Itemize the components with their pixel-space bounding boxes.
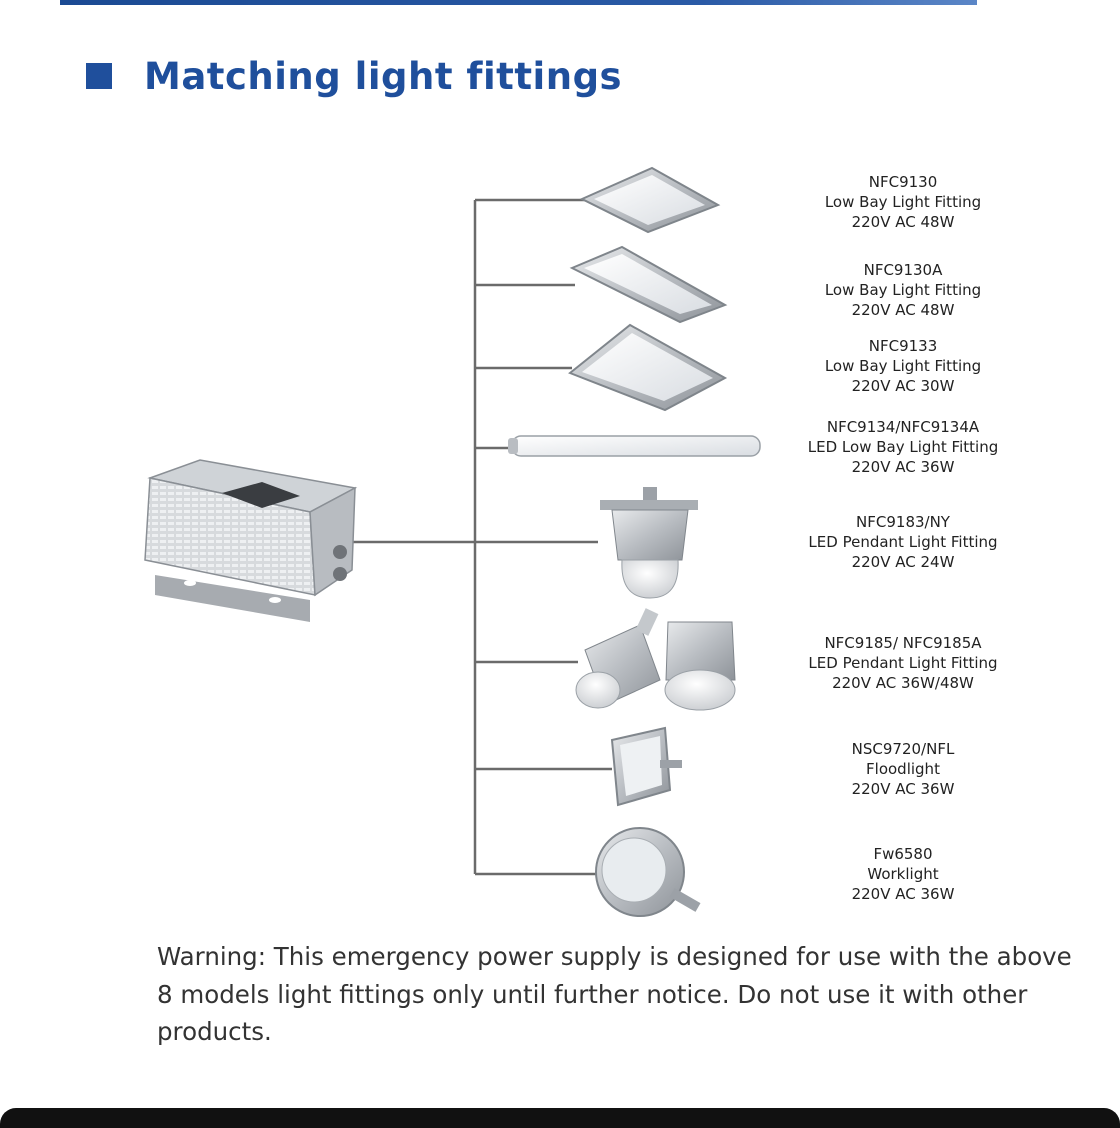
fitting-spec: 220V AC 30W xyxy=(851,377,955,395)
fitting-image-fw6580 xyxy=(596,828,700,916)
fitting-spec: 220V AC 48W xyxy=(851,213,955,231)
fitting-label-nsc9720 xyxy=(773,739,1033,799)
fitting-type: Low Bay Light Fitting xyxy=(824,281,982,299)
fitting-model: NFC9185/ NFC9185A xyxy=(824,634,982,652)
fitting-image-nfc9133 xyxy=(570,325,725,410)
fitting-spec: 220V AC 24W xyxy=(851,553,955,571)
emergency-power-supply-image xyxy=(145,460,355,622)
fitting-label-nfc9133 xyxy=(773,336,1033,396)
fitting-spec: 220V AC 36W xyxy=(851,458,955,476)
fitting-image-nfc9130 xyxy=(582,168,718,232)
fitting-type: Low Bay Light Fitting xyxy=(824,357,982,375)
page-title: Matching light fittings xyxy=(144,54,623,98)
fitting-model: NFC9133 xyxy=(868,337,938,355)
fitting-spec: 220V AC 36W xyxy=(851,885,955,903)
fitting-label-nfc9183 xyxy=(773,512,1033,572)
fitting-label-nfc9134 xyxy=(773,417,1033,477)
fitting-image-nfc9134 xyxy=(508,436,760,456)
fitting-model: NSC9720/NFL xyxy=(851,740,955,758)
fitting-type: LED Pendant Light Fitting xyxy=(808,654,998,672)
fitting-image-nfc9185 xyxy=(576,608,735,710)
fitting-label-nfc9130 xyxy=(773,172,1033,232)
fitting-type: Low Bay Light Fitting xyxy=(824,193,982,211)
connector-lines xyxy=(352,200,612,874)
fitting-spec: 220V AC 36W xyxy=(851,780,955,798)
fitting-image-nsc9720 xyxy=(612,728,682,805)
fitting-spec: 220V AC 48W xyxy=(851,301,955,319)
fitting-type: Worklight xyxy=(867,865,939,883)
fitting-type: LED Low Bay Light Fitting xyxy=(807,438,999,456)
fitting-image-nfc9130a xyxy=(572,247,725,322)
bottom-bar xyxy=(0,1108,1120,1128)
fitting-model: NFC9183/NY xyxy=(856,513,950,531)
fitting-model: NFC9130A xyxy=(863,261,943,279)
fitting-type: LED Pendant Light Fitting xyxy=(808,533,998,551)
fitting-label-nfc9185 xyxy=(773,633,1033,693)
fitting-label-fw6580 xyxy=(773,844,1033,904)
fitting-model: NFC9130 xyxy=(868,173,938,191)
fitting-model: NFC9134/NFC9134A xyxy=(826,418,980,436)
fitting-label-nfc9130a xyxy=(773,260,1033,320)
fitting-image-nfc9183 xyxy=(600,487,698,598)
fitting-type: Floodlight xyxy=(866,760,940,778)
fitting-spec: 220V AC 36W/48W xyxy=(832,674,974,692)
fitting-model: Fw6580 xyxy=(873,845,933,863)
warning-text: Warning: This emergency power supply is designed for use with the above 8 models light fittings only until further notice. Do not use it with other products. xyxy=(157,942,1072,1046)
